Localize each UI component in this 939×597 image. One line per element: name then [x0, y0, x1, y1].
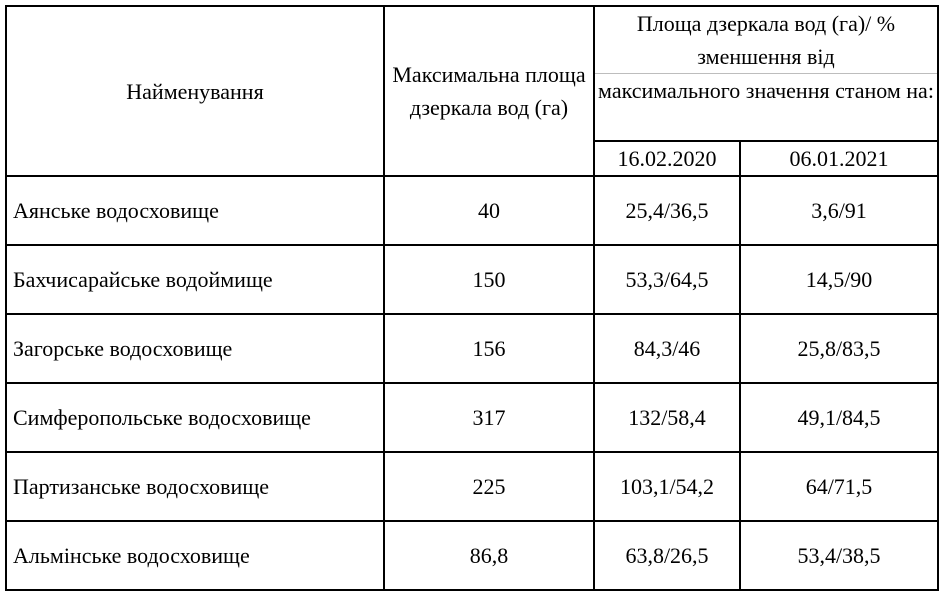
cell-max: 86,8 — [384, 521, 594, 590]
cell-date-1: 132/58,4 — [594, 383, 740, 452]
cell-date-2: 25,8/83,5 — [740, 314, 938, 383]
cell-max: 317 — [384, 383, 594, 452]
cell-date-1: 63,8/26,5 — [594, 521, 740, 590]
table-row — [6, 521, 938, 590]
cell-name: Бахчисарайське водоймище — [6, 245, 384, 314]
cell-name: Партизанське водосховище — [6, 452, 384, 521]
header-group-line1: Площа дзеркала вод (га)/ % зменшення від — [594, 6, 938, 74]
cell-name: Аянське водосховище — [6, 176, 384, 245]
table-row — [6, 176, 938, 245]
header-max-area: Максимальна площа дзеркала вод (га) — [384, 6, 594, 176]
cell-date-2: 14,5/90 — [740, 245, 938, 314]
cell-max: 40 — [384, 176, 594, 245]
cell-date-2: 53,4/38,5 — [740, 521, 938, 590]
cell-date-1: 84,3/46 — [594, 314, 740, 383]
cell-name: Альмінське водосховище — [6, 521, 384, 590]
header-name: Найменування — [6, 6, 384, 176]
reservoirs-table — [5, 5, 939, 591]
table-row — [6, 245, 938, 314]
cell-max: 156 — [384, 314, 594, 383]
table-row — [6, 314, 938, 383]
cell-max: 150 — [384, 245, 594, 314]
table-row — [6, 383, 938, 452]
cell-date-1: 53,3/64,5 — [594, 245, 740, 314]
table-row — [6, 452, 938, 521]
cell-date-1: 25,4/36,5 — [594, 176, 740, 245]
header-date-2: 06.01.2021 — [740, 141, 938, 176]
cell-date-2: 49,1/84,5 — [740, 383, 938, 452]
cell-name: Загорське водосховище — [6, 314, 384, 383]
header-group-line2: максимального значення станом на: — [594, 74, 938, 142]
header-date-1: 16.02.2020 — [594, 141, 740, 176]
cell-date-2: 64/71,5 — [740, 452, 938, 521]
cell-date-1: 103,1/54,2 — [594, 452, 740, 521]
cell-max: 225 — [384, 452, 594, 521]
cell-name: Симферопольське водосховище — [6, 383, 384, 452]
cell-date-2: 3,6/91 — [740, 176, 938, 245]
header-row-top — [6, 6, 938, 74]
